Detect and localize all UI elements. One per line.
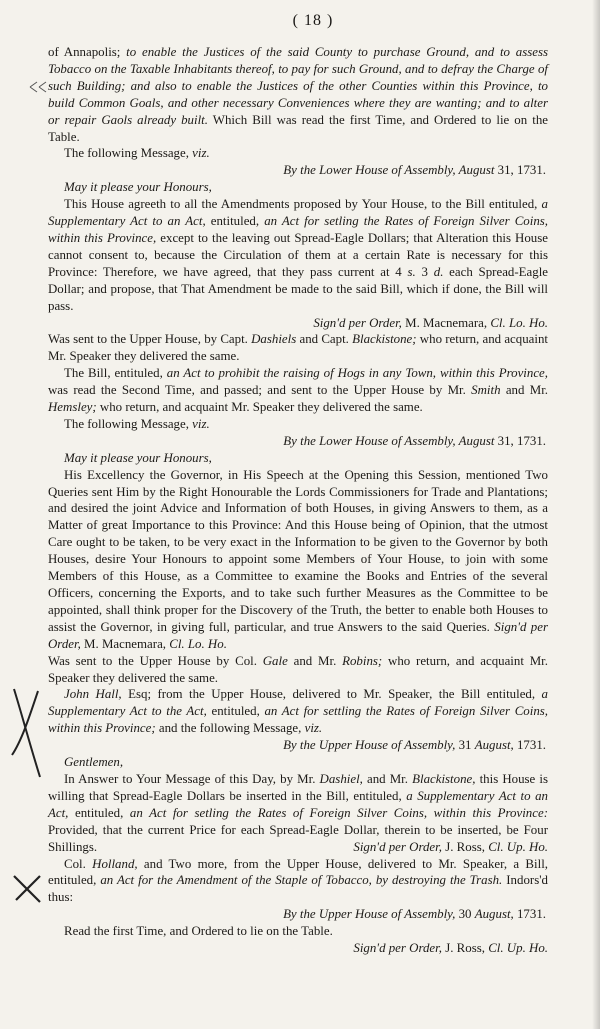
paragraph-10: By the Lower House of Assembly, August 31, 1731. [283,433,546,448]
paragraph-18: Col. Holland, and Two more, from the Upper House, delivered to Mr. Speaker, a Bill, entituled, an Act for the Amendment of the Staple of Tobacco, by destroying the Trash. Indors'd thus: [48,856,548,905]
paragraph-5: This House agreeth to all the Amendments proposed by Your House, to the Bill entituled, a Supplementary Act to an Act, entituled, an Act for setling the Rates of Foreign Silver Coins, within this Province, except to the leaving out Spread-Eagle Dollars; that Alteration this House cannot consent to, because the Circulation of them at a certain Rate is necessary for this Province: Therefore, we have agreed, that they pass current at 4 s. 3 d. each Spread-Eagle Dollar; and propose, that That Amendment be made to the said Bill, which if done, the Bill will pass. [48,197,548,313]
margin-mark-x-upper [8,685,48,780]
paragraph-3: By the Lower House of Assembly, August 31, 1731. [283,163,546,178]
document-body [48,44,548,957]
paragraph-17: In Answer to Your Message of this Day, by Mr. Dashiel, and Mr. Blackistone, this House is willing that Spread-Eagle Dollars be inserted in the Bill, entituled, a Supplementary Act to an Act, entituled, an Act for setling the Rates of Foreign Silver Coins, within this Province: Provided, that the current Price for each Spread-Eagle Dollar, therein to be inserted, be Four Shillings. Sign'd per Order, J. Ross, Cl. Up. Ho. [48,771,548,854]
paragraph-6: Sign'd per Order, M. Macnemara, Cl. Lo. Ho. [313,315,548,330]
paragraph-11: May it please your Honours, [64,450,212,465]
page-number: ( 18 ) [292,12,334,29]
paragraph-2: The following Message, viz. [64,146,210,161]
paragraph-1: of Annapolis; to enable the Justices of the said County to purchase Ground, and to assess Tobacco on the Taxable Inhabitants thereof, to pay for such Ground, and to defray the Charge of such Building; and also to enable the Justices of the other Counties within this Province, to build Common Goals, and other necessary Conveniences where they are wanting; and to alter or repair Gaols already built. Which Bill was read the first Time, and Ordered to lie on the Table. [48,45,549,144]
paragraph-9: The following Message, viz. [64,416,210,431]
paragraph-13: Was sent to the Upper House by Col. Gale and Mr. Robins; who return, and acquaint Mr. Speaker they delivered the same. [48,653,548,685]
margin-mark-arrows [28,80,50,94]
page-edge-shadow [592,0,600,1029]
margin-mark-x-lower [10,872,44,906]
paragraph-4: May it please your Honours, [64,180,212,195]
paragraph-16: Gentlemen, [64,755,124,770]
paragraph-19: By the Upper House of Assembly, 30 August, 1731. [283,907,546,922]
paragraph-12: His Excellency the Governor, in His Speech at the Opening this Session, mentioned Two Queries sent Him by the Right Honourable the Lords Commissioners for Trade and Plantations; and desired the joint Advice and Information of both Houses, in giving Answers to them, as a Matter of great Importance to this Province: And this House being of Opinion, that the utmost Care ought to be taken, to be very exact in the Information to be given to the Governor by both Houses, desire Your Honours to appoint some Members of Your House, to join with some Members of this House, as a Committee to examine the Books and Entries of the several Officers, concerning the Exports, and to take such further Measures as the Committee to be appointed, shall think proper for the Discovery of the Truth, the better to enable both Houses to assist the Governor, in giving full, particular, and true Answers to the said Queries. Sign'd per Order, M. Macnemara, Cl. Lo. Ho. [48,467,548,651]
paragraph-8: The Bill, entituled, an Act to prohibit the raising of Hogs in any Town, within this Province, was read the Second Time, and passed; and sent to the Upper House by Mr. Smith and Mr. Hemsley; who return, and acquaint Mr. Speaker they delivered the same. [48,366,549,415]
paragraph-20: Read the first Time, and Ordered to lie on the Table. [64,924,333,939]
paragraph-15: By the Upper House of Assembly, 31 August, 1731. [283,738,546,753]
paragraph-7: Was sent to the Upper House, by Capt. Dashiels and Capt. Blackistone; who return, and acquaint Mr. Speaker they delivered the same. [48,332,548,364]
paragraph-21: Sign'd per Order, J. Ross, Cl. Up. Ho. [353,941,548,956]
paragraph-14: John Hall, Esq; from the Upper House, delivered to Mr. Speaker, the Bill entituled, a Supplementary Act to the Act, entituled, an Act for settling the Rates of Foreign Silver Coins, within this Province; and the following Message, viz. [48,687,548,736]
